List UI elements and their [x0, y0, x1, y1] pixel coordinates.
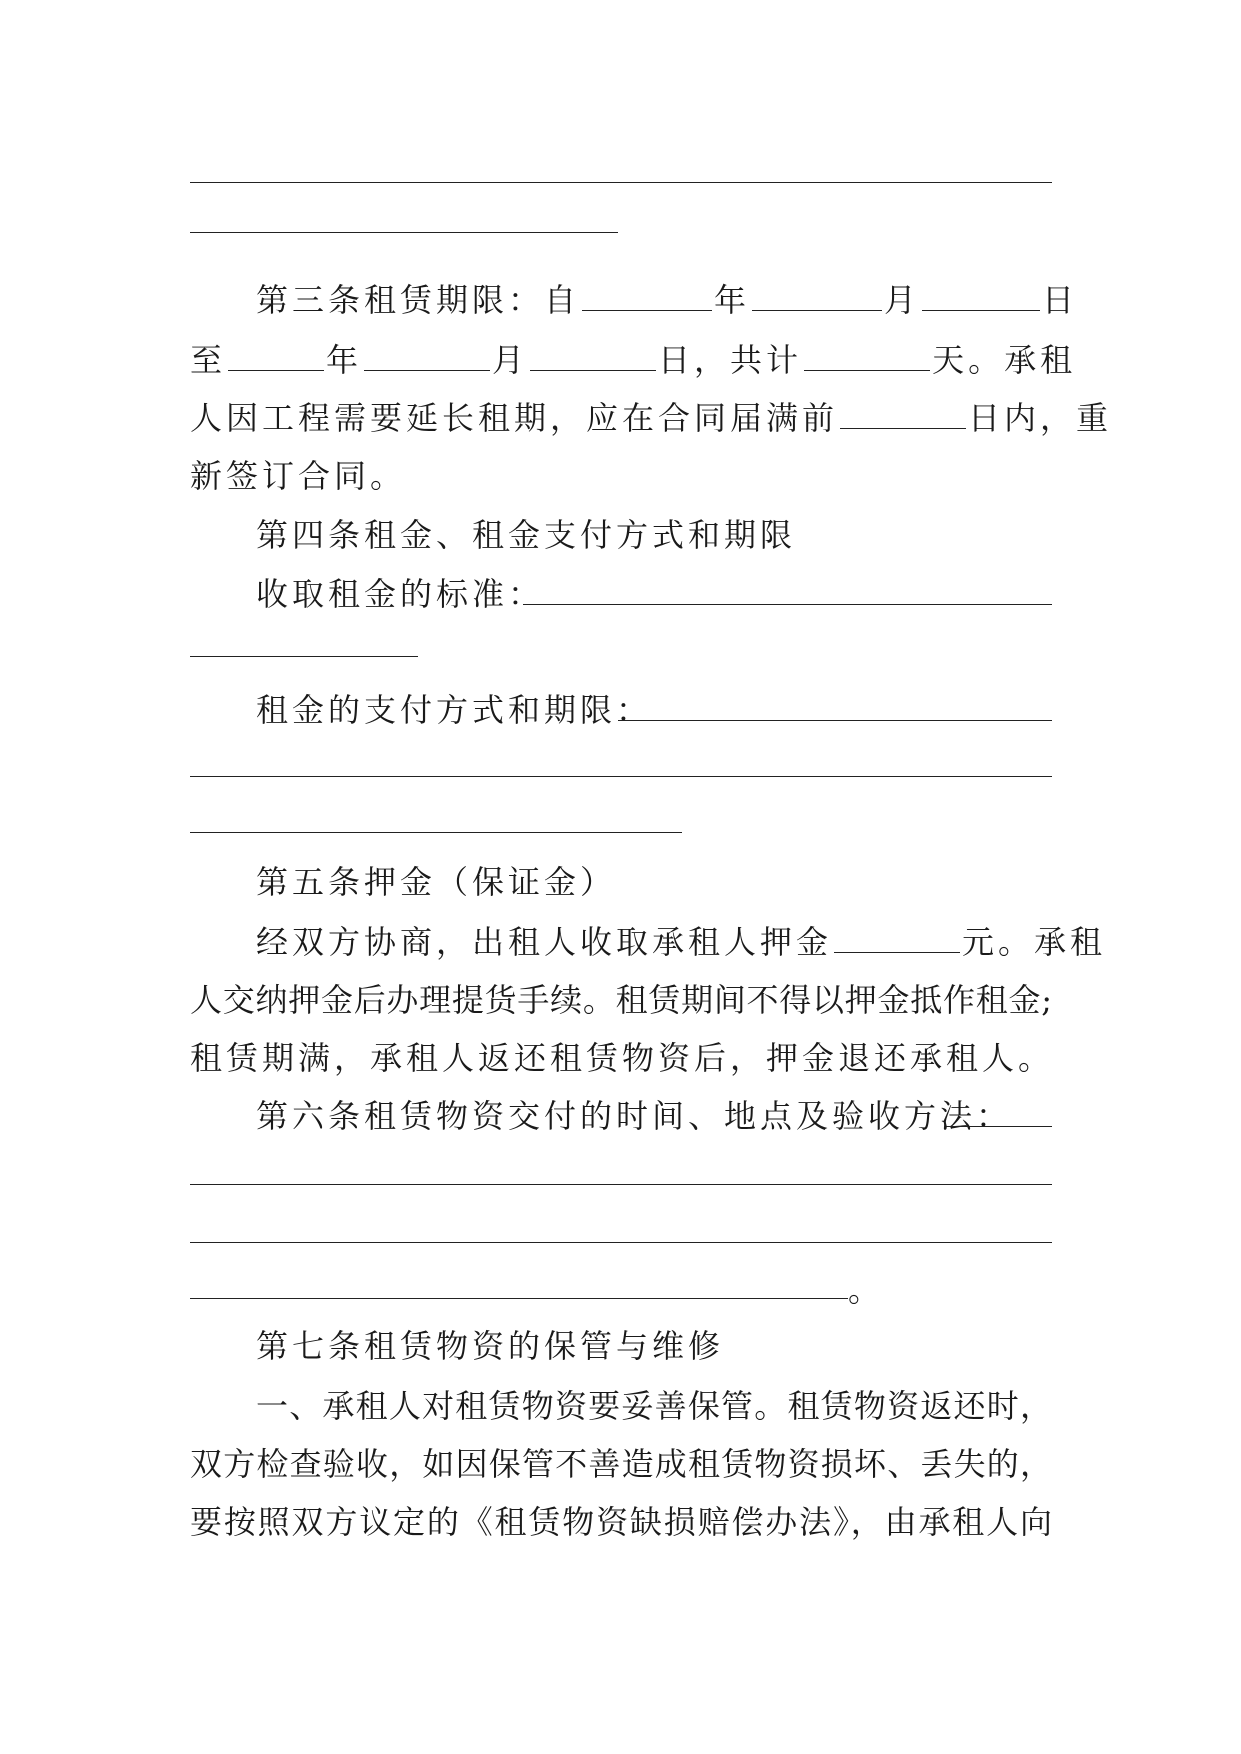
payment-method-label: 租金的支付方式和期限： [256, 691, 653, 729]
blank-field [228, 340, 324, 371]
article-6-title: 第六条租赁物资交付的时间、地点及验收方法： [256, 1097, 1013, 1135]
fill-line [190, 1298, 848, 1299]
fill-line [190, 232, 618, 233]
article-7-title: 第七条租赁物资的保管与维修 [256, 1327, 725, 1365]
article-7-line-3: 要按照双方议定的《租赁物资缺损赔偿办法》，由承租人向 [190, 1503, 1052, 1541]
fill-line [190, 656, 418, 657]
article-5-line-2: 人交纳押金后办理提货手续。租赁期间不得以押金抵作租金; [190, 981, 1052, 1019]
fill-line [190, 776, 1052, 777]
fill-line [190, 182, 1052, 183]
article-7-line-2: 双方检查验收，如因保管不善造成租赁物资损坏、丢失的， [190, 1445, 1052, 1483]
blank-field [752, 280, 882, 311]
fill-line [618, 720, 1052, 721]
fill-line [190, 1184, 1052, 1185]
fill-line [523, 604, 1052, 605]
blank-field [804, 340, 930, 371]
blank-field [834, 922, 960, 953]
article-5-line-3: 租赁期满，承租人返还租赁物资后，押金退还承租人。 [190, 1039, 1055, 1077]
rent-standard-label: 收取租金的标准： [256, 575, 545, 613]
article-4-title: 第四条租金、租金支付方式和期限 [256, 516, 797, 554]
article-3-line-2: 至 年 月 日，共计 天。承租 [190, 341, 1077, 379]
article-3-line-3: 人因工程需要延长租期，应在合同届满前 日内，重 [190, 399, 1113, 437]
article-6-end-mark: 。 [848, 1271, 885, 1309]
article-7-line-1: 一、承租人对租赁物资要妥善保管。租赁物资返还时， [256, 1387, 1052, 1425]
fill-line [190, 832, 682, 833]
article-5-title: 第五条押金（保证金） [256, 863, 617, 901]
article-3-line-4: 新签订合同。 [190, 457, 407, 495]
blank-field [530, 340, 656, 371]
article-3-line-1: 第三条租赁期限：自 年 月 日 [256, 281, 1079, 319]
blank-field [582, 280, 712, 311]
article-5-line-1: 经双方协商，出租人收取承租人押金 元。承租 [256, 923, 1107, 961]
blank-field [840, 398, 966, 429]
blank-field [364, 340, 490, 371]
blank-field [922, 280, 1040, 311]
fill-line [190, 1242, 1052, 1243]
fill-line [946, 1126, 1052, 1127]
